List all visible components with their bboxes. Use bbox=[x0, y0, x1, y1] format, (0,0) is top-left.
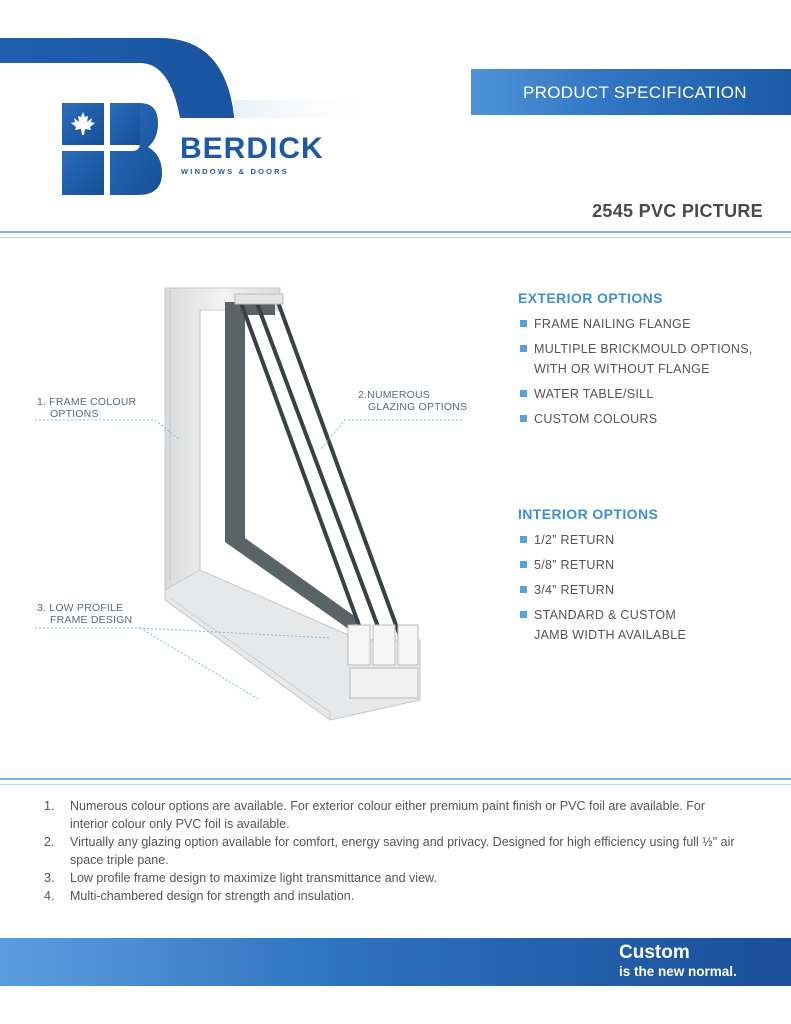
list-item: 4. Multi-chambered design for strength and insulation. bbox=[44, 889, 355, 903]
interior-options-list bbox=[520, 530, 686, 645]
product-specification-banner bbox=[471, 69, 791, 115]
spec-label: PRODUCT SPECIFICATION bbox=[523, 83, 747, 102]
list-item: WATER TABLE/SILL bbox=[520, 384, 753, 404]
bullet-square-icon bbox=[520, 345, 527, 352]
bullet-square-icon bbox=[520, 320, 527, 327]
list-item: 1. Numerous colour options are available. For exterior colour either premium paint finish or PVC foil are available. For interior colour only PVC foil is available. bbox=[44, 799, 706, 831]
list-item: 5/8” RETURN bbox=[520, 555, 686, 575]
list-item: STANDARD & CUSTOM JAMB WIDTH AVAILABLE bbox=[520, 605, 686, 645]
callout-frame-colour: 1. FRAME COLOUR OPTIONS bbox=[37, 396, 137, 420]
interior-options-heading: INTERIOR OPTIONS bbox=[518, 506, 659, 522]
bullet-square-icon bbox=[520, 561, 527, 568]
bullet-square-icon bbox=[520, 415, 527, 422]
exterior-options-heading: EXTERIOR OPTIONS bbox=[518, 290, 663, 306]
berdick-logo bbox=[62, 103, 162, 195]
top-rule bbox=[0, 231, 791, 233]
bullet-square-icon bbox=[520, 536, 527, 543]
bottom-rule bbox=[0, 778, 791, 780]
footer-slogan-subtitle: is the new normal. bbox=[619, 964, 737, 979]
brand-tagline: WINDOWS & DOORS bbox=[181, 167, 289, 176]
list-item: 3. Low profile frame design to maximize light transmittance and view. bbox=[44, 871, 437, 885]
product-title: 2545 PVC PICTURE bbox=[592, 201, 763, 221]
top-rule-thin bbox=[0, 237, 791, 238]
footer-slogan-title: Custom bbox=[619, 942, 690, 963]
list-item: 3/4” RETURN bbox=[520, 580, 686, 600]
bottom-rule-thin bbox=[0, 784, 791, 785]
bullet-square-icon bbox=[520, 586, 527, 593]
list-item: MULTIPLE BRICKMOULD OPTIONS, WITH OR WITHOUT FLANGE bbox=[520, 339, 753, 379]
list-item: FRAME NAILING FLANGE bbox=[520, 314, 753, 334]
bullet-square-icon bbox=[520, 611, 527, 618]
list-item: CUSTOM COLOURS bbox=[520, 409, 753, 429]
callout-low-profile: 3. LOW PROFILE FRAME DESIGN bbox=[37, 602, 133, 626]
bullet-square-icon bbox=[520, 390, 527, 397]
list-item: 2. Virtually any glazing option available for comfort, energy saving and privacy. Designed for high efficiency using full ½" air space triple pane. bbox=[44, 835, 735, 867]
list-item: 1/2” RETURN bbox=[520, 530, 686, 550]
brand-name: BERDICK bbox=[180, 132, 324, 165]
callout-glazing-options: 2.NUMEROUS GLAZING OPTIONS bbox=[358, 389, 468, 413]
feature-notes-list bbox=[44, 797, 744, 905]
window-frame-illustration bbox=[30, 280, 480, 730]
exterior-options-list bbox=[520, 314, 753, 429]
